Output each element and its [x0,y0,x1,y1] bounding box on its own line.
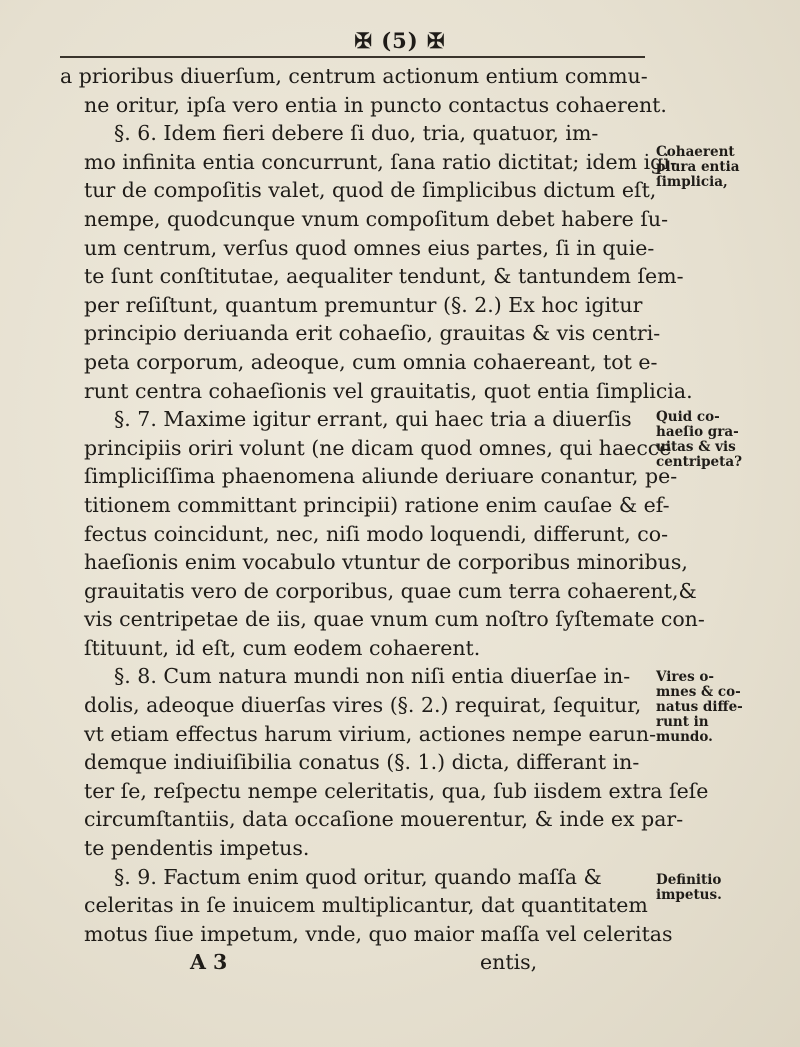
text-line: principio deriuanda erit cohaeſio, grauitas & vis centri- [84,321,661,346]
text-line: ſtituunt, id eſt, cum eodem cohaerent. [84,635,481,660]
text-line: haeſionis enim vocabulo vtuntur de corporibus minoribus, [84,550,688,575]
text-line: mo infinita entia concurrunt, ſana ratio dictitat; idem igi- [84,149,677,174]
header-rule [60,56,645,58]
margin-note-line: plura entia [656,159,740,175]
catchword: entis, [480,950,538,975]
text-line: grauitatis vero de corporibus, quae cum terra cohaerent,& [84,578,697,603]
margin-note-line: mnes & co- [656,684,741,700]
margin-note-line: Vires o- [656,669,714,685]
margin-note-line: runt in [656,714,709,730]
margin-note-line: mundo. [656,729,713,745]
text-line: motus ſiue impetum, vnde, quo maior maſſa vel celeritas [84,921,673,946]
signature-mark: A 3 [190,950,228,975]
margin-note-line: uitas & vis [656,439,736,455]
text-line: peta corporum, adeoque, cum omnia cohaereant, tot e- [84,349,658,374]
text-line: demque indiuiſibilia conatus (§. 1.) dicta, differant in- [84,750,640,775]
text-line: ter ſe, reſpectu nempe celeritatis, qua, ſub iisdem extra ſeſe [84,778,709,803]
text-line: §. 9. Factum enim quod oritur, quando maſſa & [114,864,602,889]
text-line: titionem committant principii) ratione enim cauſae & ef- [84,492,670,517]
text-line: um centrum, verſus quod omnes eius partes, ſi in quie- [84,235,655,260]
text-line: dolis, adeoque diuerſas vires (§. 2.) requirat, ſequitur, [84,693,642,718]
margin-note-line: ſimplicia, [656,174,728,190]
text-line: per reſiſtunt, quantum premuntur (§. 2.) Ex hoc igitur [84,292,643,317]
text-line: §. 6. Idem fieri debere ſi duo, tria, quatuor, im- [114,121,599,146]
text-line: runt centra cohaeſionis vel grauitatis, quot entia ſimplicia. [84,378,693,403]
text-line: principiis oriri volunt (ne dicam quod omnes, qui haecce [84,435,672,460]
text-line: celeritas in ſe inuicem multiplicantur, dat quantitatem [84,893,648,918]
signature-line [60,948,645,977]
margin-note-line: Cohaerent [656,144,735,160]
page-header: ✠ (5) ✠ [354,28,446,53]
text-line: §. 8. Cum natura mundi non niſi entia diuerſae in- [114,664,631,689]
text-line: circumſtantiis, data occaſione mouerentur, & inde ex par- [84,807,684,832]
margin-note-definitio [656,873,794,903]
margin-note-line: impetus. [656,887,722,903]
text-line: ſimpliciſſima phaenomena aliunde deriuare conantur, pe- [84,464,678,489]
text-line: ne oritur, ipſa vero entia in puncto contactus cohaerent. [84,92,667,117]
text-line: tur de compoſitis valet, quod de ſimplicibus dictum eſt, [84,178,657,203]
margin-note-line: Quid co- [656,409,720,425]
margin-note-line: haeſio gra- [656,424,739,440]
text-line: fectus coincidunt, nec, niſi modo loquendi, differunt, co- [84,521,668,546]
text-line: nempe, quodcunque vnum compoſitum debet habere ſu- [84,206,669,231]
text-line: te ſunt conſtitutae, aequaliter tendunt, & tantundem ſem- [84,264,684,289]
text-line: §. 7. Maxime igitur errant, qui haec tria a diuerſis [114,407,632,432]
text-line: a prioribus diuerſum, centrum actionum entium commu- [60,64,648,88]
text-line: vt etiam effectus harum virium, actiones nempe earun- [84,721,657,746]
margin-note-cohaerent [656,145,794,190]
margin-note-line: centripeta? [656,454,743,470]
margin-note-cohaesio [656,410,794,470]
margin-note-line: Definitio [656,872,722,888]
margin-note-line: natus diffe- [656,699,743,715]
margin-note-vires [656,670,794,745]
text-line: te pendentis impetus. [84,836,310,861]
text-line: vis centripetae de iis, quae vnum cum noſtro ſyſtemate con- [84,607,705,632]
